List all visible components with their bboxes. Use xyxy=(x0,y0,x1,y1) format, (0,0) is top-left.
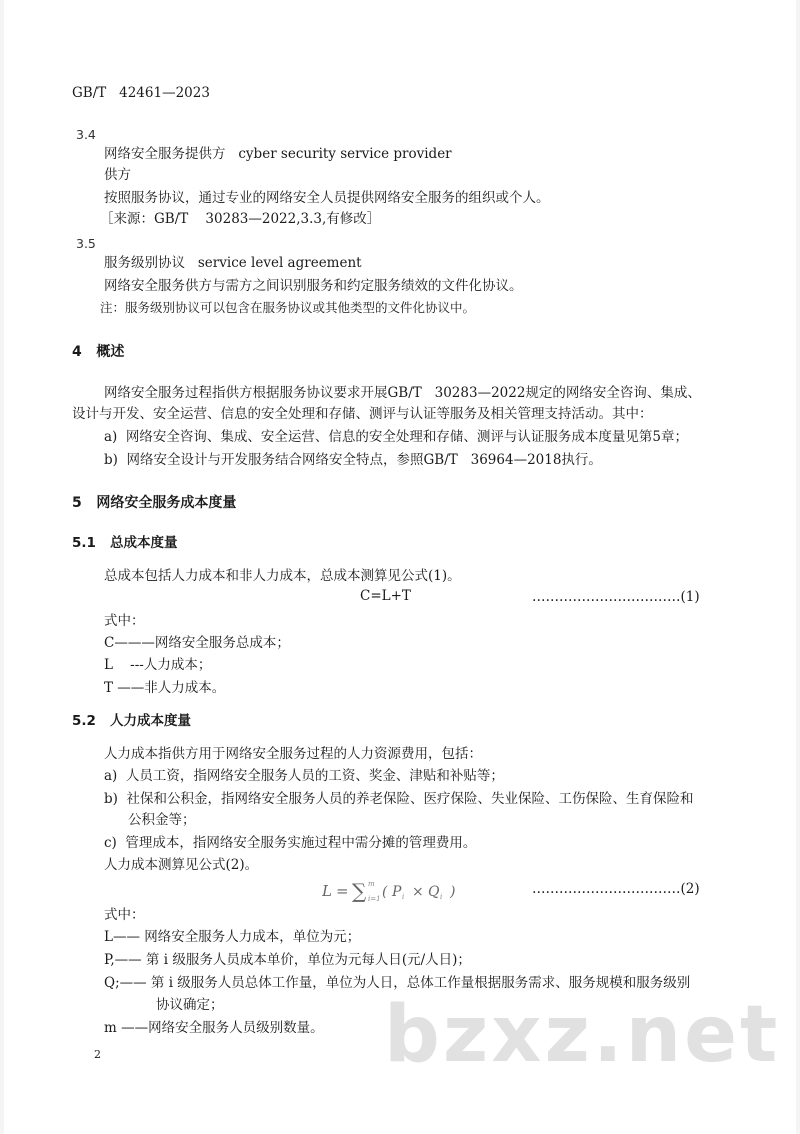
document-page xyxy=(4,0,796,1134)
formula-2-graphic xyxy=(322,876,472,904)
section-5-title: 5 网络安全服务成本度量 xyxy=(72,495,237,511)
definition-l-2: L—— 网络安全服务人力成本，单位为元； xyxy=(104,929,361,945)
svg-text:i: i xyxy=(402,893,405,901)
definition-m: m ——网络安全服务人员级别数量。 xyxy=(104,1020,324,1036)
definition-c: C———网络安全服务总成本； xyxy=(104,635,290,651)
section-4-title: 4 概述 xyxy=(72,344,125,360)
where-label-2: 式中： xyxy=(104,907,145,923)
subsection-5-2-paragraph: 人力成本指供方用于网络安全服务过程的人力资源费用，包括： xyxy=(104,746,482,762)
subsection-5-2-item-c: c) 管理成本，指网络安全服务实施过程中需分摊的管理费用。 xyxy=(104,835,477,851)
subsection-5-2-item-a: a) 人员工资，指网络安全服务人员的工资、奖金、津贴和补贴等； xyxy=(104,768,504,784)
where-label-1: 式中： xyxy=(104,613,145,629)
formula-1-reference: ……………………………(1) xyxy=(532,589,700,605)
svg-text:): ) xyxy=(450,884,456,900)
page-number: 2 xyxy=(94,1048,101,1061)
clause-number-3-5: 3.5 xyxy=(76,236,96,251)
section-4-item-b: b) 网络安全设计与开发服务结合网络安全特点，参照GB/T 36964—2018执行。 xyxy=(104,452,602,468)
svg-text:i=1: i=1 xyxy=(368,895,381,903)
standard-code-header: GB/T 42461—2023 xyxy=(72,85,210,101)
watermark-text: bzxz.net xyxy=(384,990,781,1080)
definition-p: P,—— 第 i 级服务人员成本单价，单位为元每人日(元/人日)； xyxy=(104,952,471,968)
definition-t: T ——非人力成本。 xyxy=(104,680,226,696)
note-3-5: 注：服务级别协议可以包含在服务协议或其他类型的文件化协议中。 xyxy=(100,300,476,315)
svg-text:×: × xyxy=(412,884,424,900)
svg-text:=: = xyxy=(336,882,349,900)
svg-text:L: L xyxy=(322,882,332,900)
definition-l: L ---人力成本； xyxy=(104,657,212,673)
subsection-5-1-title: 5.1 总成本度量 xyxy=(72,535,178,551)
term-3-4-alt: 供方 xyxy=(104,167,131,183)
definition-3-5: 网络安全服务供方与需方之间识别服务和约定服务绩效的文件化协议。 xyxy=(104,278,523,294)
subsection-5-1-paragraph: 总成本包括人力成本和非人力成本，总成本测算见公式(1)。 xyxy=(104,568,461,584)
subsection-5-2-item-b-line1: b) 社保和公积金，指网络安全服务人员的养老保险、医疗保险、失业保险、工伤保险、生育保险和 xyxy=(104,791,694,807)
definition-q-line2: 协议确定； xyxy=(156,997,224,1013)
section-4-item-a: a) 网络安全咨询、集成、安全运营、信息的安全处理和存储、测评与认证服务成本度量见第5章； xyxy=(104,429,688,445)
svg-text:i: i xyxy=(440,893,443,901)
definition-q-line1: Q;—— 第 i 级服务人员总体工作量，单位为人日，总体工作量根据服务需求、服务规模和服务级别 xyxy=(104,975,691,991)
term-3-5: 服务级别协议 service level agreement xyxy=(104,255,362,271)
formula-2-image xyxy=(322,876,472,908)
svg-text:∑: ∑ xyxy=(352,879,367,903)
subsection-5-2-calc-ref: 人力成本测算见公式(2)。 xyxy=(104,857,259,873)
section-4-paragraph-line2: 设计与开发、安全运营、信息的安全处理和存储、测评与认证等服务及相关管理支持活动。其中： xyxy=(72,406,653,422)
svg-text:P: P xyxy=(392,884,402,900)
definition-3-4: 按照服务协议，通过专业的网络安全人员提供网络安全服务的组织或个人。 xyxy=(104,190,550,206)
svg-text:(: ( xyxy=(382,884,388,900)
formula-1: C=L+T xyxy=(360,588,411,604)
svg-text:Q: Q xyxy=(428,884,440,900)
term-3-4: 网络安全服务提供方 cyber security service provider xyxy=(104,146,452,162)
source-3-4: ［来源：GB/T 30283—2022,3.3,有修改］ xyxy=(100,211,381,227)
formula-2-reference: ……………………………(2) xyxy=(532,881,700,897)
clause-number-3-4: 3.4 xyxy=(76,127,96,142)
subsection-5-2-item-b-line2: 公积金等； xyxy=(128,812,196,828)
subsection-5-2-title: 5.2 人力成本度量 xyxy=(72,713,192,729)
section-4-paragraph-line1: 网络安全服务过程指供方根据服务协议要求开展GB/T 30283—2022规定的网络安全咨询、集成、 xyxy=(104,385,701,401)
svg-text:m: m xyxy=(368,880,375,888)
